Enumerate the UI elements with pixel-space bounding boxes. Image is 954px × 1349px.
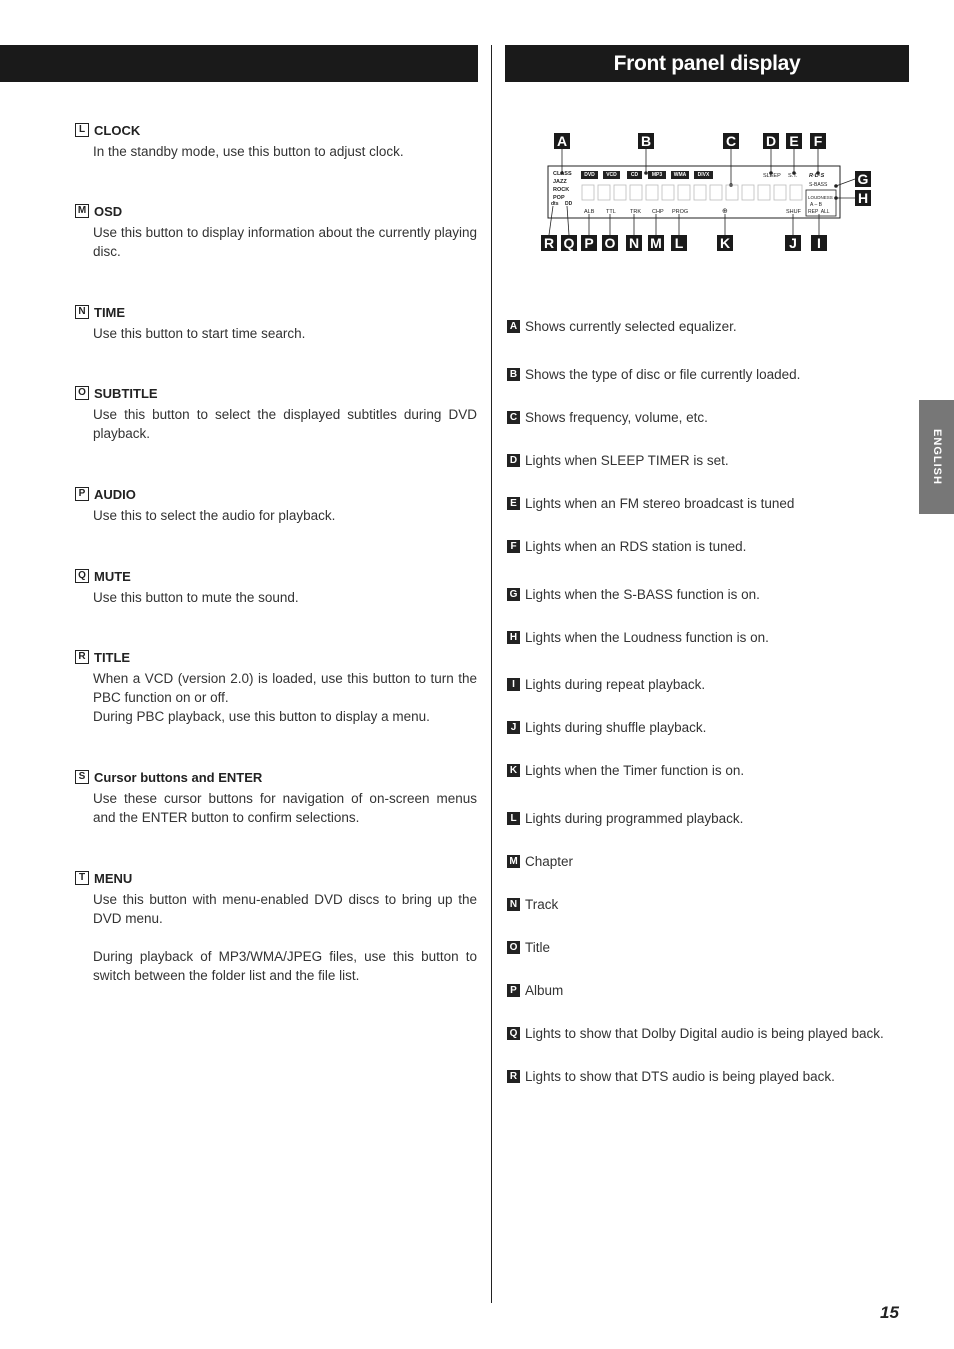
legend-text: Lights when an FM stereo broadcast is tuned xyxy=(525,496,795,511)
button-description: Use this to select the audio for playback. xyxy=(93,508,336,523)
left-header-bar xyxy=(0,45,478,82)
display-panel-svg xyxy=(538,128,878,258)
callout-r: R xyxy=(541,235,557,251)
button-entry-subtitle xyxy=(75,384,477,443)
indicator-sleep: SLEEP xyxy=(763,173,781,179)
timer-icon: ⊕ xyxy=(722,208,728,215)
legend-key: M xyxy=(507,855,520,868)
key-badge: R xyxy=(75,650,89,664)
button-description: Use this button to start time search. xyxy=(93,326,306,341)
indicator-ab: A – B xyxy=(810,202,822,208)
button-title: SUBTITLE xyxy=(94,385,158,401)
button-entry-audio xyxy=(75,485,477,525)
page-number: 15 xyxy=(880,1303,899,1322)
legend-item xyxy=(507,677,705,692)
column-divider xyxy=(491,45,492,1303)
legend-text: Lights during repeat playback. xyxy=(525,677,706,692)
legend-key: N xyxy=(507,898,520,911)
indicator-sbass: S-BASS xyxy=(809,182,828,188)
eq-rock: ROCK xyxy=(553,187,570,193)
key-badge: N xyxy=(75,305,89,319)
button-description: When a VCD (version 2.0) is loaded, use this button to turn the PBC function on or off. xyxy=(93,671,477,705)
button-entry-mute xyxy=(75,567,477,607)
legend-key: J xyxy=(507,721,520,734)
eq-jazz: JAZZ xyxy=(553,179,567,185)
legend-key: L xyxy=(507,812,520,825)
legend-text: Shows currently selected equalizer. xyxy=(525,319,737,334)
callout-o: O xyxy=(602,235,618,251)
key-badge: S xyxy=(75,770,89,784)
legend-item xyxy=(507,410,708,425)
language-tab xyxy=(919,400,954,514)
button-description: During playback of MP3/WMA/JPEG files, use this button to switch between the folder list and the file list. xyxy=(93,949,477,983)
callout-q: Q xyxy=(561,235,577,251)
legend-item xyxy=(507,453,729,468)
legend-item xyxy=(507,587,760,602)
legend-key: Q xyxy=(507,1027,520,1040)
legend-key: A xyxy=(507,320,520,333)
legend-text: Shows frequency, volume, etc. xyxy=(525,410,708,425)
indicator-title: TTL xyxy=(606,209,616,215)
button-title: MUTE xyxy=(94,568,131,584)
legend-item xyxy=(507,319,737,334)
legend-item xyxy=(507,983,563,998)
legend-item xyxy=(507,763,744,778)
button-description: In the standby mode, use this button to adjust clock. xyxy=(93,144,404,159)
legend-text: Lights when SLEEP TIMER is set. xyxy=(525,453,729,468)
disc-divx: DIVX xyxy=(697,172,710,178)
button-title: Cursor buttons and ENTER xyxy=(94,769,263,785)
callout-j: J xyxy=(785,235,801,251)
button-title: TIME xyxy=(94,304,126,320)
legend-item xyxy=(507,720,706,735)
legend-text: Chapter xyxy=(525,854,574,869)
equalizer-labels xyxy=(553,170,572,202)
legend-key: R xyxy=(507,1070,520,1083)
callout-n: N xyxy=(626,235,642,251)
callout-i: I xyxy=(811,235,827,251)
button-description: Use these cursor buttons for navigation of on-screen menus and the ENTER button to confirm selections. xyxy=(93,791,477,825)
legend-key: H xyxy=(507,631,520,644)
callout-e: E xyxy=(786,133,802,149)
button-title: MENU xyxy=(94,870,133,886)
button-entry-menu xyxy=(75,869,477,985)
eq-classic: CLASS xyxy=(553,171,572,177)
callout-k: K xyxy=(717,235,733,251)
legend-key: E xyxy=(507,497,520,510)
legend-text: Lights when the S-BASS function is on. xyxy=(525,587,760,602)
disc-mp3: MP3 xyxy=(651,172,663,178)
legend-item xyxy=(507,539,746,554)
legend-text: Lights during programmed playback. xyxy=(525,811,744,826)
key-badge: O xyxy=(75,386,89,400)
indicator-rds: R·D·S xyxy=(809,173,825,179)
callout-a: A xyxy=(554,133,570,149)
button-entry-time xyxy=(75,303,477,343)
disc-cd: CD xyxy=(630,172,639,178)
disc-wma: WMA xyxy=(673,172,687,178)
indicator-chapter: CHP xyxy=(652,209,664,215)
legend-key: O xyxy=(507,941,520,954)
legend-key: F xyxy=(507,540,520,553)
legend-item xyxy=(507,897,558,912)
legend-item xyxy=(507,854,573,869)
legend-item xyxy=(507,1069,835,1084)
legend-item xyxy=(507,367,800,382)
key-badge: Q xyxy=(75,569,89,583)
button-entry-clock xyxy=(75,121,477,161)
legend-text: Lights to show that DTS audio is being played back. xyxy=(525,1069,835,1084)
indicator-program: PROG xyxy=(672,209,689,215)
legend-item xyxy=(507,630,769,645)
callout-b: B xyxy=(638,133,654,149)
legend-key: P xyxy=(507,984,520,997)
legend-key: K xyxy=(507,764,520,777)
key-badge: M xyxy=(75,204,89,218)
indicator-shuffle: SHUF xyxy=(786,209,801,215)
button-description: During PBC playback, use this button to display a menu. xyxy=(93,709,430,724)
button-description: Use this button with menu-enabled DVD discs to bring up the DVD menu. xyxy=(93,892,477,926)
legend-item xyxy=(507,496,794,511)
indicator-loudness: LOUDNESS xyxy=(808,195,833,200)
callout-f: F xyxy=(810,133,826,149)
indicator-dolby: DD xyxy=(565,201,573,207)
button-entry-osd xyxy=(75,202,477,261)
legend-text: Lights during shuffle playback. xyxy=(525,720,707,735)
callout-p: P xyxy=(581,235,597,251)
indicator-dts: dts xyxy=(551,201,559,207)
button-title: TITLE xyxy=(94,649,131,665)
legend-item xyxy=(507,1026,884,1041)
button-entry-title xyxy=(75,648,477,726)
legend-item xyxy=(507,811,743,826)
legend-text: Lights to show that Dolby Digital audio is being played back. xyxy=(525,1026,884,1041)
language-label: ENGLISH xyxy=(930,429,943,485)
key-badge: L xyxy=(75,123,89,137)
legend-text: Shows the type of disc or file currently loaded. xyxy=(525,367,801,382)
legend-key: B xyxy=(507,368,520,381)
disc-dvd: DVD xyxy=(584,172,595,178)
indicator-repeat: REP ALL xyxy=(808,209,830,215)
legend-text: Track xyxy=(525,897,559,912)
button-title: AUDIO xyxy=(94,486,136,502)
button-description: Use this button to select the displayed subtitles during DVD playback. xyxy=(93,407,477,441)
legend-text: Album xyxy=(525,983,564,998)
button-title: OSD xyxy=(94,203,123,219)
front-panel-display-diagram xyxy=(538,128,878,258)
legend-key: G xyxy=(507,588,520,601)
indicator-stereo: S.T. xyxy=(788,173,798,179)
button-title: CLOCK xyxy=(94,122,141,138)
key-badge: T xyxy=(75,871,89,885)
legend-item xyxy=(507,940,550,955)
button-description: Use this button to mute the sound. xyxy=(93,590,299,605)
indicator-track: TRK xyxy=(630,209,641,215)
page-title: Front panel display xyxy=(505,45,909,82)
legend-text: Lights when the Loudness function is on. xyxy=(525,630,769,645)
button-description: Use this button to display information about the currently playing disc. xyxy=(93,225,477,259)
button-entry-cursor-enter xyxy=(75,768,477,827)
legend-text: Lights when the Timer function is on. xyxy=(525,763,745,778)
legend-key: I xyxy=(507,678,520,691)
disc-vcd: VCD xyxy=(606,172,617,178)
callout-l: L xyxy=(671,235,687,251)
callout-d: D xyxy=(763,133,779,149)
legend-key: D xyxy=(507,454,520,467)
callout-m: M xyxy=(648,235,664,251)
eq-pop: POP xyxy=(553,195,565,201)
legend-key: C xyxy=(507,411,520,424)
callout-g: G xyxy=(855,171,871,187)
legend-text: Title xyxy=(525,940,551,955)
legend-text: Lights when an RDS station is tuned. xyxy=(525,539,747,554)
callout-c: C xyxy=(723,133,739,149)
key-badge: P xyxy=(75,487,89,501)
indicator-album: ALB xyxy=(584,209,595,215)
callout-h: H xyxy=(855,190,871,206)
